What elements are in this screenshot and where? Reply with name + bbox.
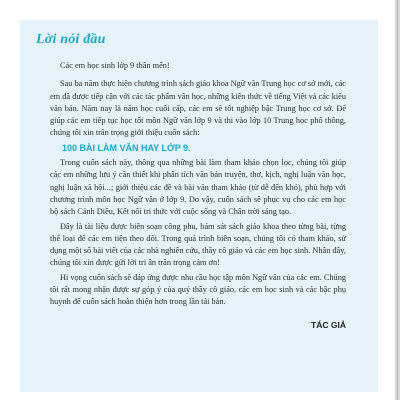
preface-body [36,60,362,331]
preface-panel [20,20,378,392]
paragraph-intro: Sau ba năm thực hiện chương trình sách giáo khoa Ngữ văn Trung học cơ sở mới, các em đã được tiếp cận với các tác phẩm văn học, những kiến thức về tiếng Việt và các kiểu văn bản. Năm nay là năm học cuối cấp, các em sẽ tốt nghiệp bậc Trung học cơ sở. Để giúp các em tiếp tục học tốt môn Ngữ văn lớp 9 và thi vào lớp 10 Trung học phổ thông, chúng tôi xin trân trọng giới thiệu cuốn sách: [50,79,346,138]
greeting-line: Các em học sinh lớp 9 thân mến! [60,61,170,70]
author-signature: TÁC GIẢ [311,319,346,330]
paragraph-content: Trong cuốn sách này, thông qua những bài làm tham khảo chọn lọc, chúng tôi giúp các em những lưu ý cần thiết khi phân tích văn bản truyện, thơ, kịch, nghị luận văn học, nghị luận xã hội...; giới thiệu các đề và bài văn tham khảo (từ dễ đến khó), phù hợp với chương trình môn học Ngữ văn ở lớp 9. Do vậy, cuốn sách sẽ phục vụ cho các em học bộ sách Cánh Diều, Kết nối tri thức với cuộc sống và Chân trời sáng tạo. [50,158,346,217]
paragraph-closing: Hi vọng cuốn sách sẽ đáp ứng được nhu cầu học tập môn Ngữ văn của các em. Chúng tôi rất mong nhận được sự góp ý của quý thầy cô giáo, các em học sinh và các bậc phụ huynh để cuốn sách hoàn thiện hơn trong lần tái bản. [50,272,346,307]
page-title: Lời nói đầu [36,32,106,47]
paragraph-acknowledgement: Đây là tài liệu được biên soạn công phu, bám sát sách giáo khoa theo từng bài, từng thể loại để các em tiện theo dõi. Trong quá trình biên soạn, chúng tôi có tham khảo, sử dụng một số bài viết của các nhà nghiên cứu, thầy cô giáo và các em học sinh. Nhân đây, chúng tôi xin được gửi lời tri ân trân trọng cảm ơn! [50,221,346,268]
book-title-highlight: 100 BÀI LÀM VĂN HAY LỚP 9. [62,142,191,153]
page-edge-stripe [395,0,400,400]
